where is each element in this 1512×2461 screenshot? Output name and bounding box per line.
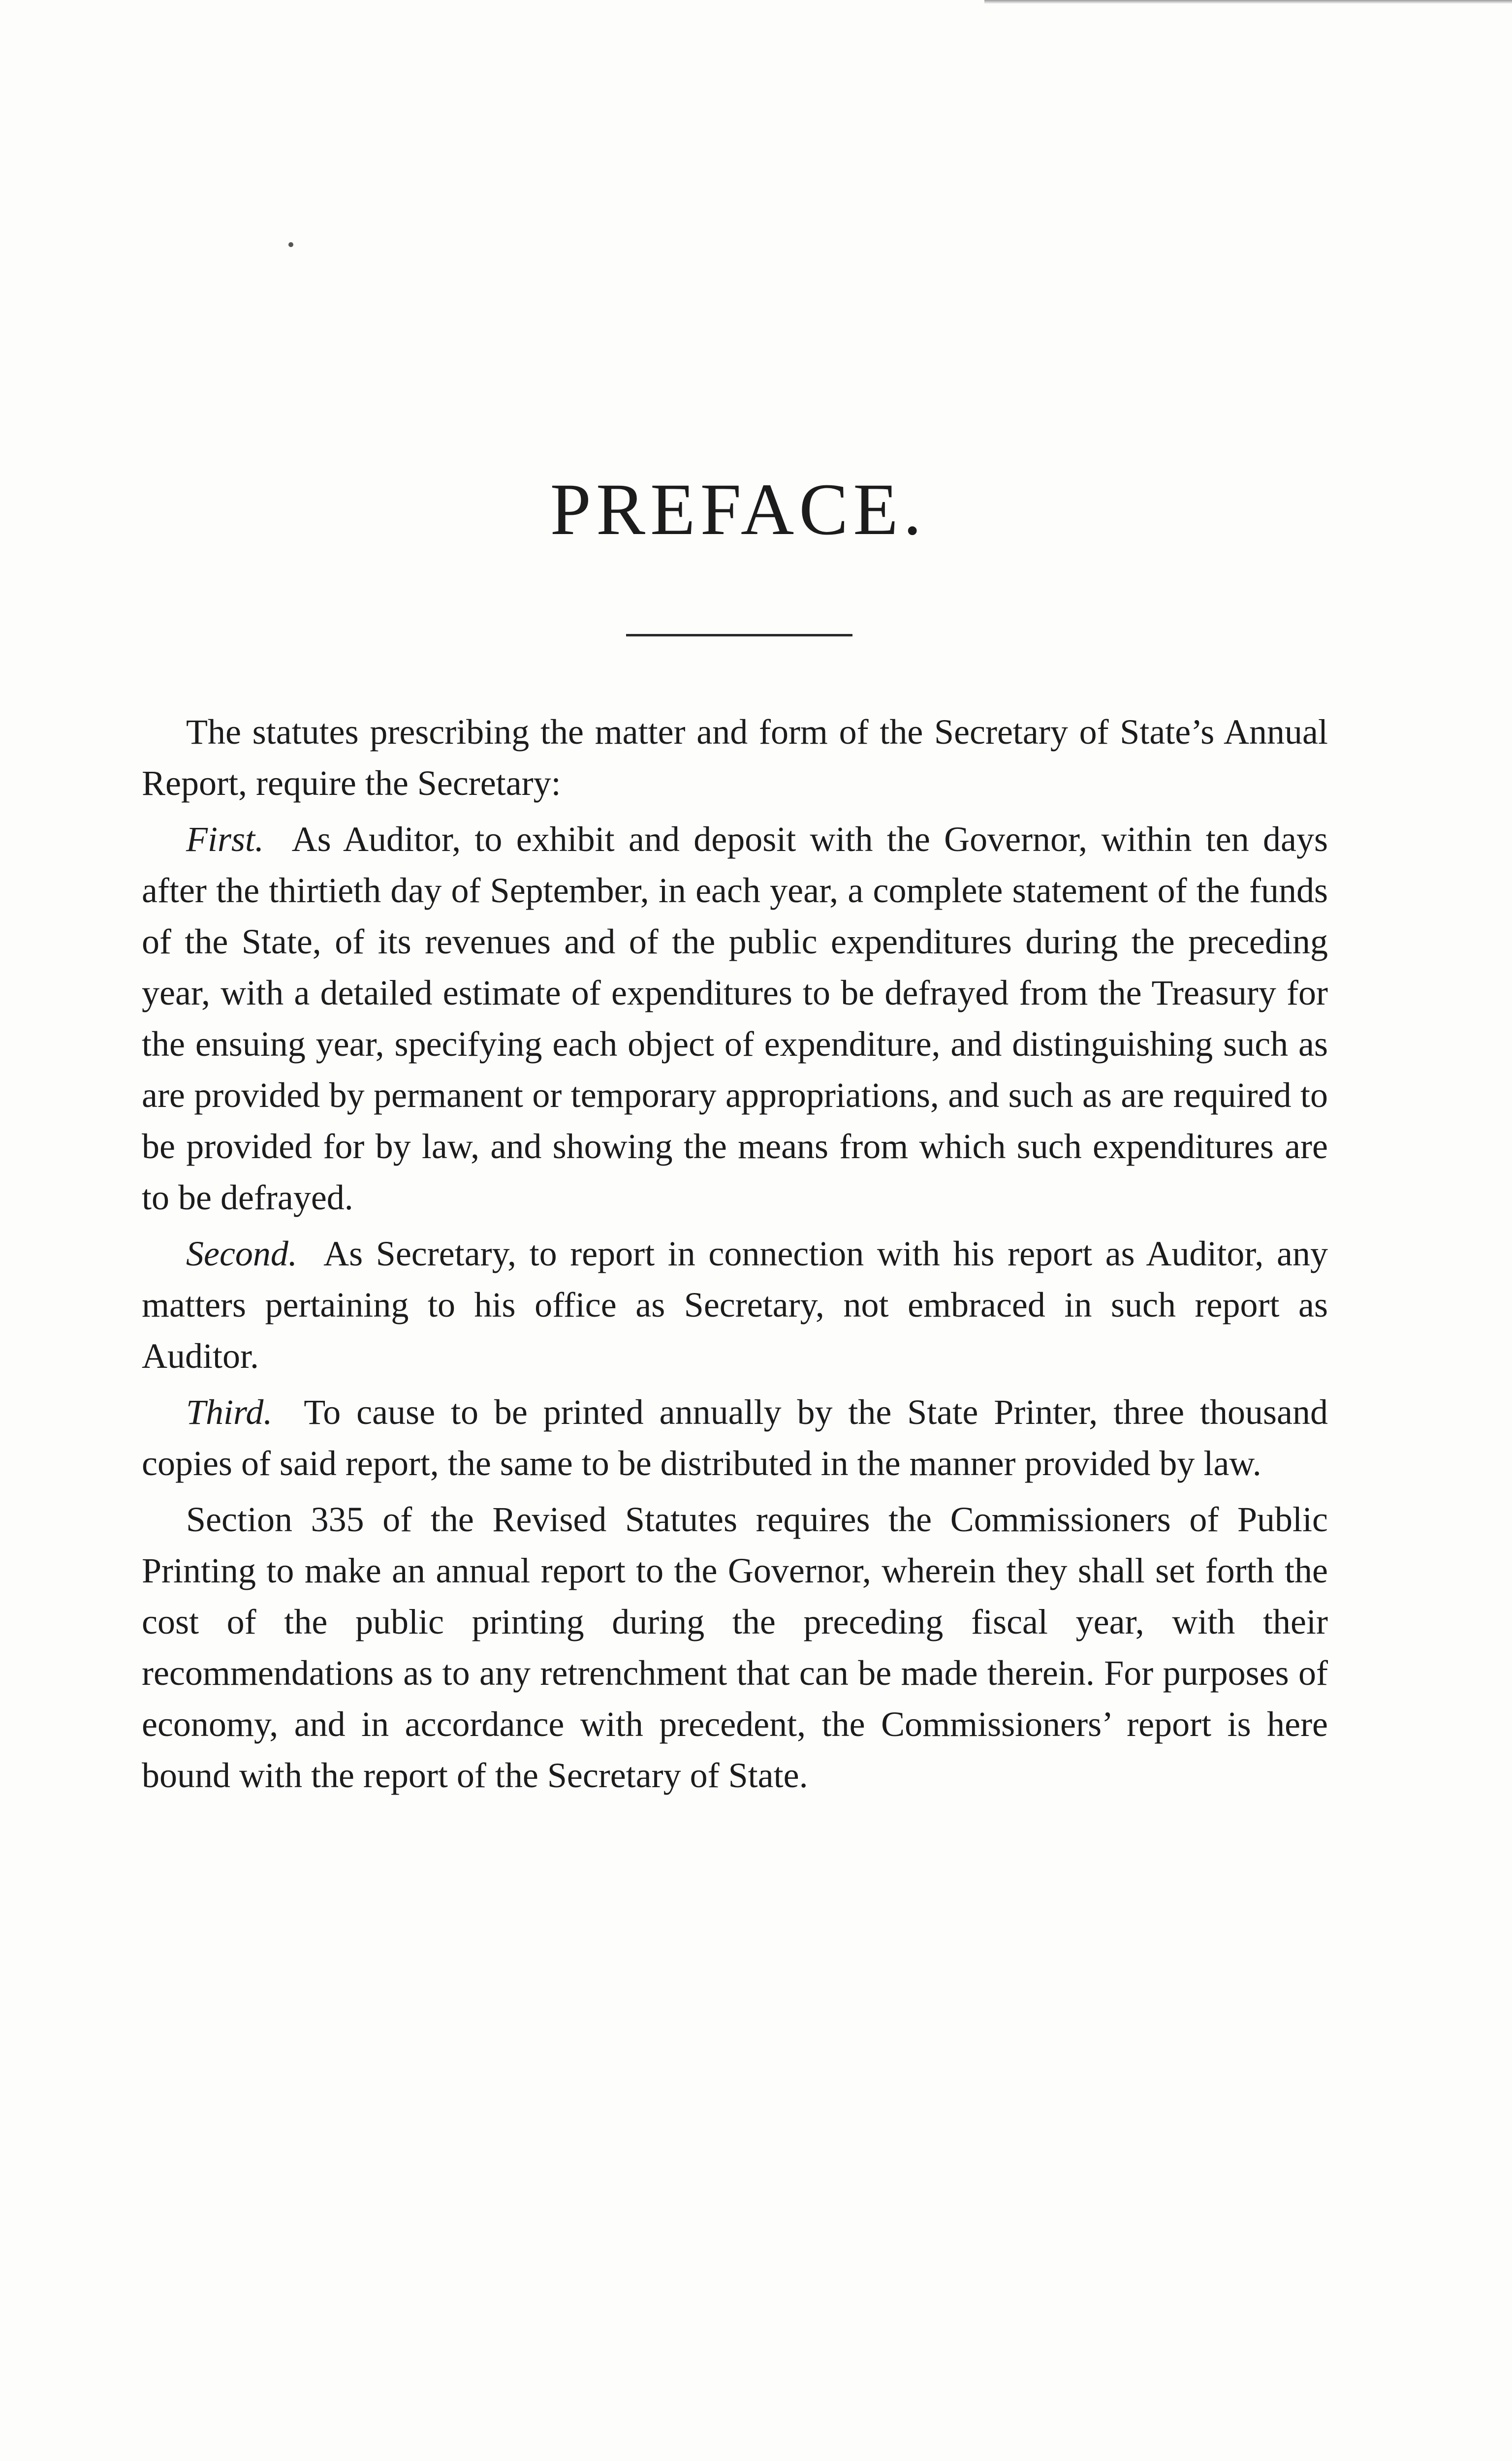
preface-body: [142, 706, 1328, 1806]
item-lead: Second.: [186, 1234, 297, 1273]
item-text: As Auditor, to exhibit and deposit with the Governor, within ten days after the thirtieth day of September, in each year, a complete statement of the funds of the State, of its revenues and of the public expenditures during the preceding year, with a detailed estimate of expenditures to be defrayed from the Treasury for the ensuing year, specifying each object of expenditure, and distinguishing such as are provided by permanent or temporary appropriations, and such as are required to be provided for by law, and showing the means from which such expenditures are to be defrayed.: [142, 820, 1328, 1217]
scan-edge: [984, 0, 1512, 4]
closing-paragraph: Section 335 of the Revised Statutes requires the Commissioners of Public Printing to make an annual report to the Governor, wherein they shall set forth the cost of the public printing during the preceding fiscal year, with their recommendations as to any retrenchment that can be made therein. For purposes of economy, and in accordance with precedent, the Commissioners’ report is here bound with the report of the Secretary of State.: [142, 1500, 1328, 1795]
item-text: As Secretary, to report in connection with his report as Auditor, any matters pertaining to his office as Secretary, not embraced in such report as Auditor.: [142, 1234, 1328, 1376]
item-paragraph-second: [142, 1228, 1328, 1382]
page-title: PREFACE.: [550, 469, 927, 550]
title-divider: [626, 634, 852, 636]
item-lead: First.: [186, 820, 264, 859]
item-lead: Third.: [186, 1392, 273, 1432]
item-paragraph-first: [142, 814, 1328, 1223]
intro-paragraph: The statutes prescribing the matter and form of the Secretary of State’s Annual Report, require the Secretary:: [142, 712, 1328, 803]
item-paragraph-third: [142, 1387, 1328, 1489]
ink-speck: [288, 242, 293, 247]
item-text: To cause to be printed annually by the State Printer, three thousand copies of said report, the same to be distributed in the manner provided by law.: [142, 1392, 1328, 1483]
